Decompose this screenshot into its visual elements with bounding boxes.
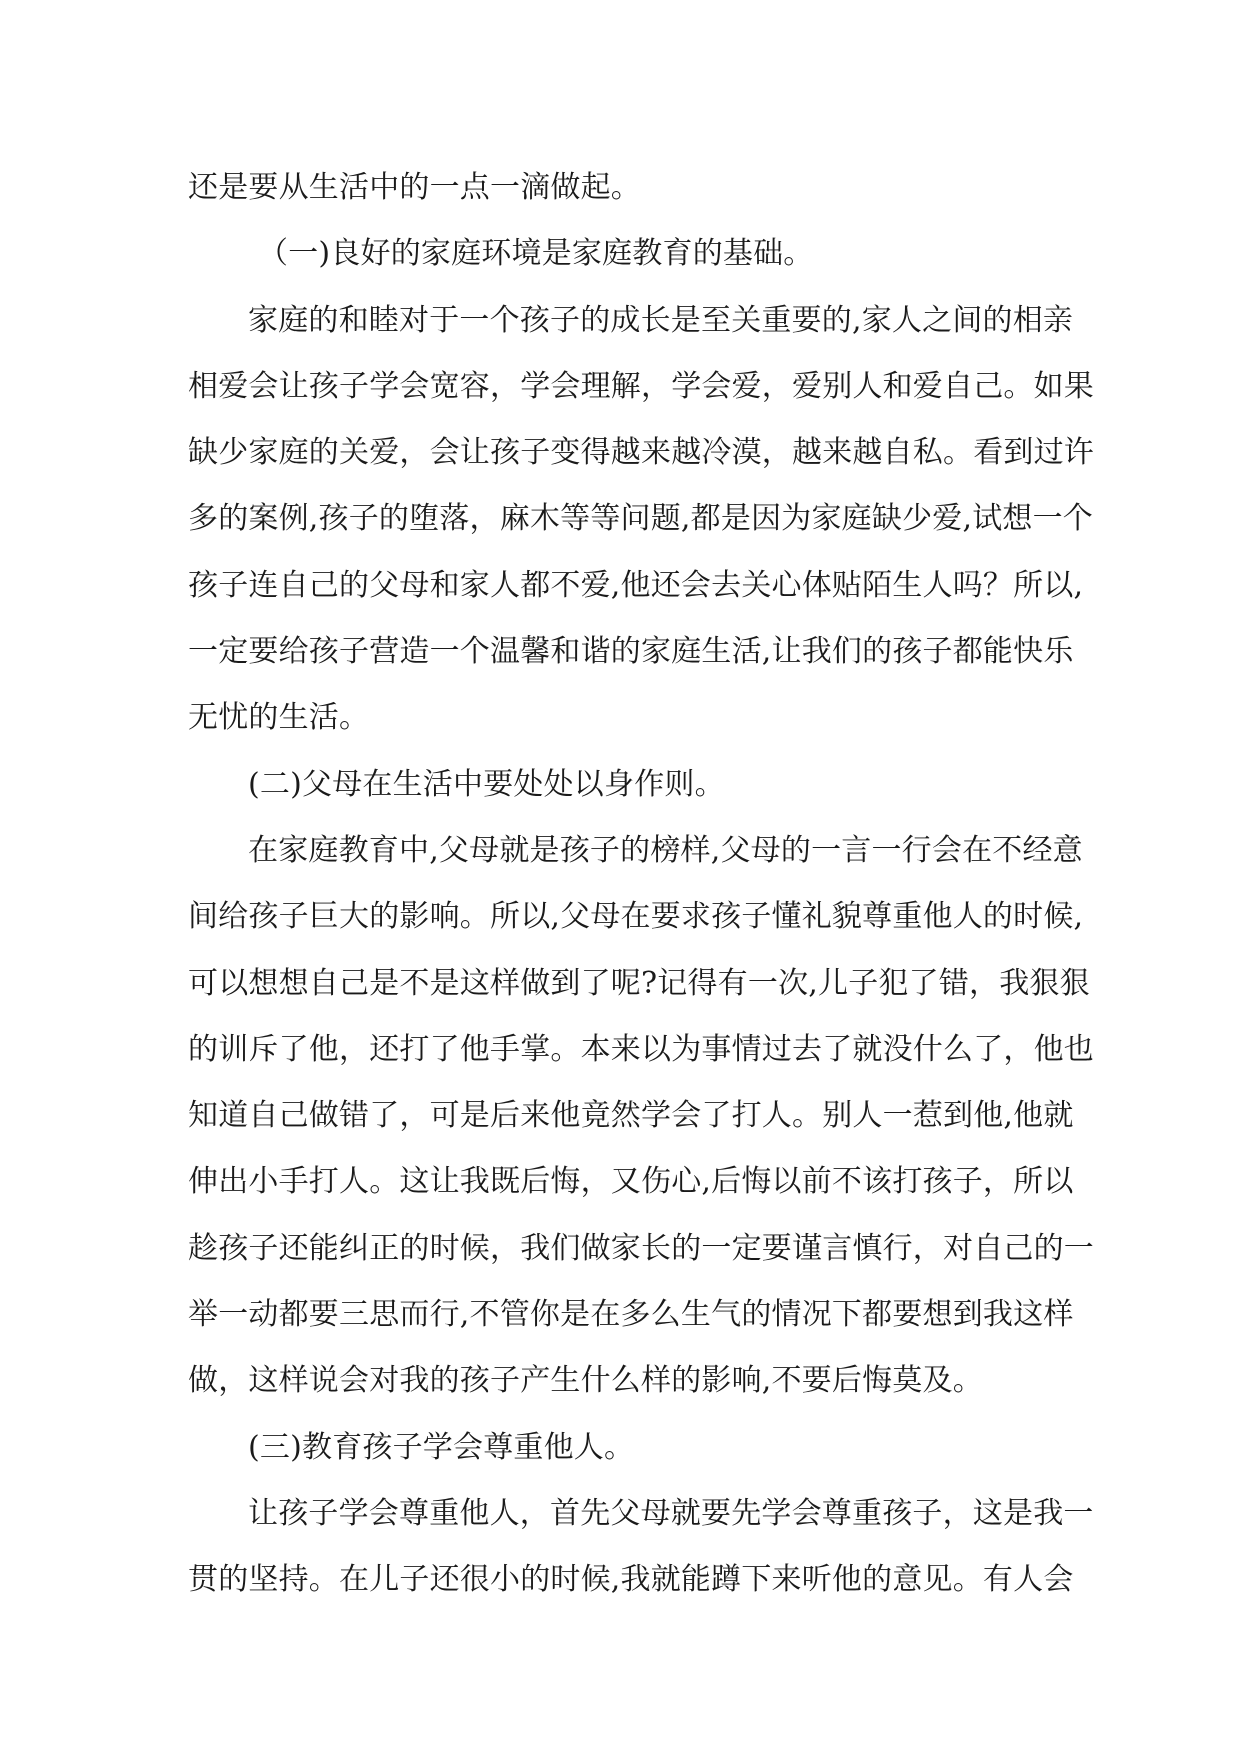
text-line: 伸出小手打人。这让我既后悔，又伤心,后悔以前不该打孩子，所以 — [188, 1164, 1074, 1200]
text-line: 贯的坚持。在儿子还很小的时候,我就能蹲下来听他的意见。有人会 — [188, 1562, 1074, 1598]
section-heading-2: (二)父母在生活中要处处以身作则。 — [248, 766, 725, 802]
body-text — [188, 155, 1094, 1614]
text-line: 多的案例,孩子的堕落，麻木等等问题,都是因为家庭缺少爱,试想一个 — [188, 501, 1094, 537]
text-line: 举一动都要三思而行,不管你是在多么生气的情况下都要想到我这样 — [188, 1297, 1074, 1333]
text-line: 无忧的生活。 — [188, 700, 370, 736]
section-heading-1: （一)良好的家庭环境是家庭教育的基础。 — [258, 236, 814, 272]
text-line: 一定要给孩子营造一个温馨和谐的家庭生活,让我们的孩子都能快乐 — [188, 634, 1074, 670]
text-line: 可以想想自己是不是这样做到了呢?记得有一次,儿子犯了错，我狠狠 — [188, 965, 1090, 1001]
text-line: 孩子连自己的父母和家人都不爱,他还会去关心体贴陌生人吗？所以, — [188, 567, 1084, 603]
text-line: 家庭的和睦对于一个孩子的成长是至关重要的,家人之间的相亲 — [248, 302, 1074, 338]
text-line: 间给孩子巨大的影响。所以,父母在要求孩子懂礼貌尊重他人的时候, — [188, 899, 1084, 935]
text-line: 缺少家庭的关爱，会让孩子变得越来越冷漠，越来越自私。看到过许 — [188, 435, 1094, 471]
text-line: 让孩子学会尊重他人，首先父母就要先学会尊重孩子，这是我一 — [248, 1495, 1094, 1531]
text-line: 相爱会让孩子学会宽容，学会理解，学会爱，爱别人和爱自己。如果 — [188, 368, 1094, 404]
text-line: 做，这样说会对我的孩子产生什么样的影响,不要后悔莫及。 — [188, 1363, 983, 1399]
section-heading-3: (三)教育孩子学会尊重他人。 — [248, 1429, 635, 1465]
text-line: 知道自己做错了，可是后来他竟然学会了打人。别人一惹到他,他就 — [188, 1098, 1074, 1134]
text-line: 还是要从生活中的一点一滴做起。 — [188, 170, 641, 205]
text-line: 在家庭教育中,父母就是孩子的榜样,父母的一言一行会在不经意 — [248, 832, 1083, 868]
text-line: 趁孩子还能纠正的时候，我们做家长的一定要谨言慎行，对自己的一 — [188, 1230, 1094, 1266]
text-line: 的训斥了他，还打了他手掌。本来以为事情过去了就没什么了，他也 — [188, 1031, 1094, 1067]
